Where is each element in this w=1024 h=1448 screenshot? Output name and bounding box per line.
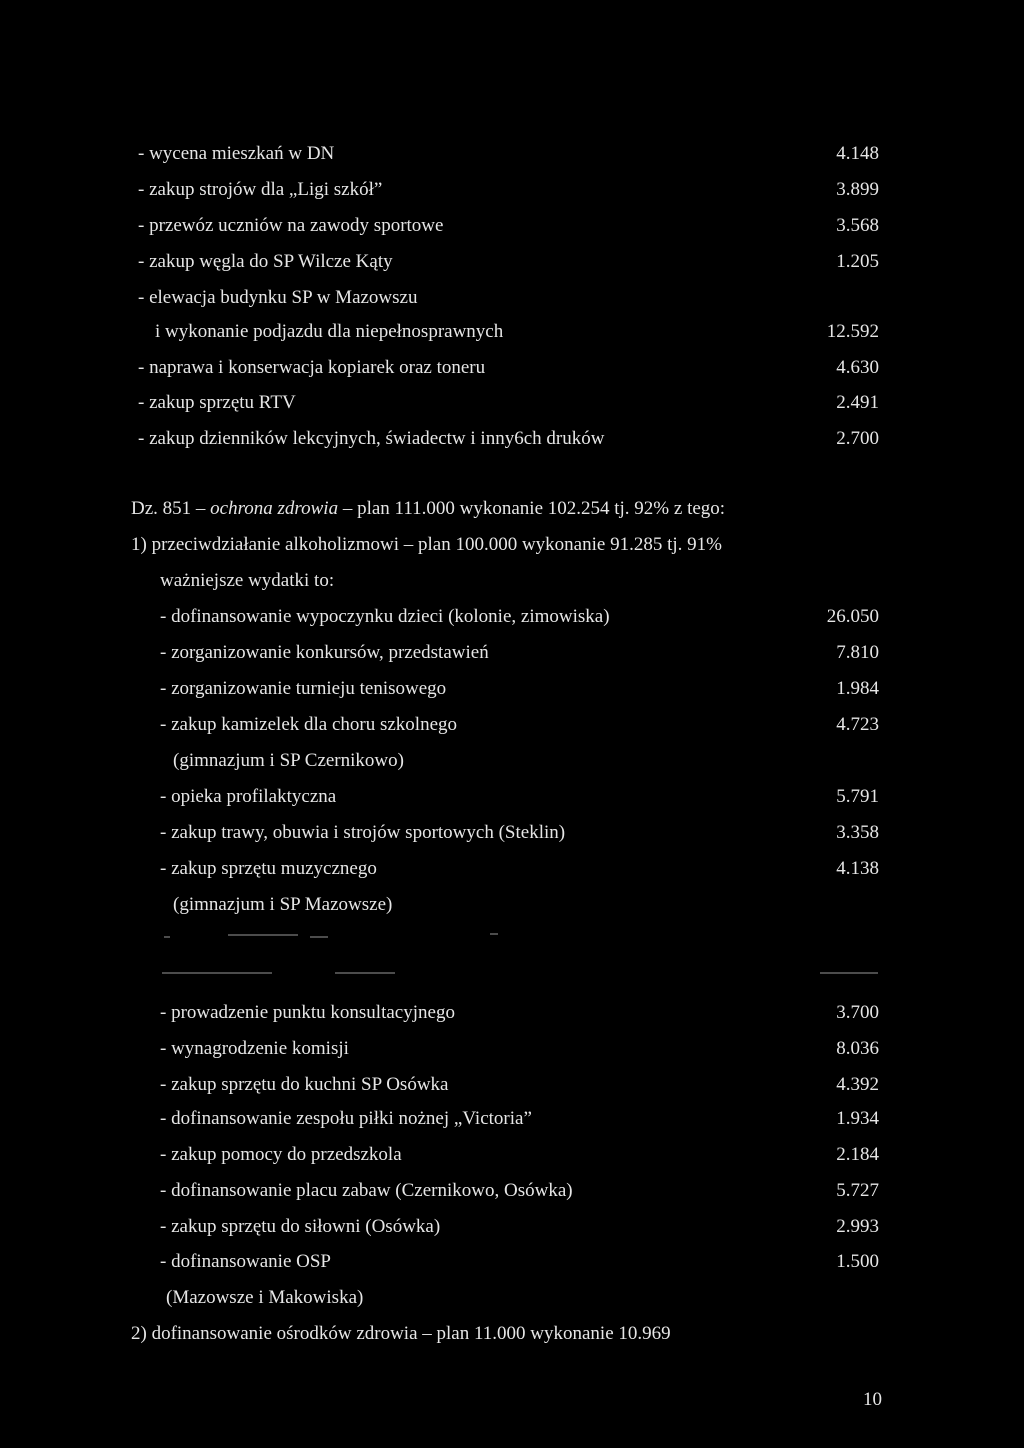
item-label: - elewacja budynku SP w Mazowszu [138, 287, 418, 308]
scan-artifact [160, 928, 880, 980]
item-label: (Mazowsze i Makowiska) [166, 1287, 364, 1308]
item-value: 4.148 [836, 143, 879, 164]
item-value: 3.358 [836, 822, 879, 843]
item-value: 5.791 [836, 786, 879, 807]
heading-prefix: Dz. 851 – [131, 498, 211, 519]
item-value: 4.630 [836, 357, 879, 378]
item-label: - dofinansowanie OSP [160, 1251, 331, 1272]
item-label: - wynagrodzenie komisji [160, 1038, 349, 1059]
item-label: - zakup sprzętu do kuchni SP Osówka [160, 1074, 449, 1095]
item-value: 1.205 [836, 251, 879, 272]
item-label: (gimnazjum i SP Mazowsze) [173, 894, 393, 915]
item-label: - zorganizowanie turnieju tenisowego [160, 678, 447, 699]
item-label: - zakup pomocy do przedszkola [160, 1144, 402, 1165]
item-value: 1.984 [836, 678, 879, 699]
item-value: 4.138 [836, 858, 879, 879]
page-number: 10 [863, 1389, 882, 1410]
item-value: 7.810 [836, 642, 879, 663]
item-value: 2.184 [836, 1144, 879, 1165]
item-label: - naprawa i konserwacja kopiarek oraz toneru [138, 357, 486, 378]
item-label: - wycena mieszkań w DN [138, 143, 335, 164]
item-value: 3.899 [836, 179, 879, 200]
item-label: - zakup trawy, obuwia i strojów sportowych (Steklin) [160, 822, 566, 843]
item-value: 3.700 [836, 1002, 879, 1023]
item-label: (gimnazjum i SP Czernikowo) [173, 750, 404, 771]
item-label: - zakup sprzętu do siłowni (Osówka) [160, 1216, 441, 1237]
item-value: 4.392 [836, 1074, 879, 1095]
item-label: - zakup sprzętu muzycznego [160, 858, 377, 879]
item-label: - przewóz uczniów na zawody sportowe [138, 215, 444, 236]
item-value: 1.934 [836, 1108, 879, 1129]
heading-title: ochrona zdrowia [210, 498, 339, 519]
item-label: - zakup dzienników lekcyjnych, świadectw i inny6ch druków [138, 428, 605, 449]
item-label: - dofinansowanie wypoczynku dzieci (kolonie, zimowiska) [160, 606, 610, 627]
item-value: 12.592 [826, 321, 879, 342]
heading-rest: – plan 111.000 wykonanie 102.254 tj. 92% z tego: [338, 498, 726, 519]
item-value: 4.723 [836, 714, 879, 735]
item-value: 8.036 [836, 1038, 879, 1059]
item-label: - opieka profilaktyczna [160, 786, 337, 807]
item-label: - zakup sprzętu RTV [138, 392, 296, 413]
item-value: 2.700 [836, 428, 879, 449]
item-label: - zakup węgla do SP Wilcze Kąty [138, 251, 393, 272]
item-label: - zorganizowanie konkursów, przedstawień [160, 642, 489, 663]
item-value: 5.727 [836, 1180, 879, 1201]
item-label: - prowadzenie punktu konsultacyjnego [160, 1002, 455, 1023]
item-value: 3.568 [836, 215, 879, 236]
item-label: - dofinansowanie placu zabaw (Czernikowo, Osówka) [160, 1180, 573, 1201]
item-value: 1.500 [836, 1251, 879, 1272]
item-value: 26.050 [826, 606, 879, 627]
point-heading: 1) przeciwdziałanie alkoholizmowi – plan 100.000 wykonanie 91.285 tj. 91% [131, 534, 722, 555]
item-label: - zakup strojów dla „Ligi szkół” [138, 179, 383, 200]
subheading: ważniejsze wydatki to: [160, 570, 335, 591]
item-label: - dofinansowanie zespołu piłki nożnej „Victoria” [160, 1108, 532, 1129]
point-heading: 2) dofinansowanie ośrodków zdrowia – plan 11.000 wykonanie 10.969 [131, 1323, 671, 1344]
item-value: 2.993 [836, 1216, 879, 1237]
section-heading [131, 497, 725, 521]
item-label: - zakup kamizelek dla choru szkolnego [160, 714, 458, 735]
item-value: 2.491 [836, 392, 879, 413]
item-label: i wykonanie podjazdu dla niepełnosprawnych [155, 321, 504, 342]
